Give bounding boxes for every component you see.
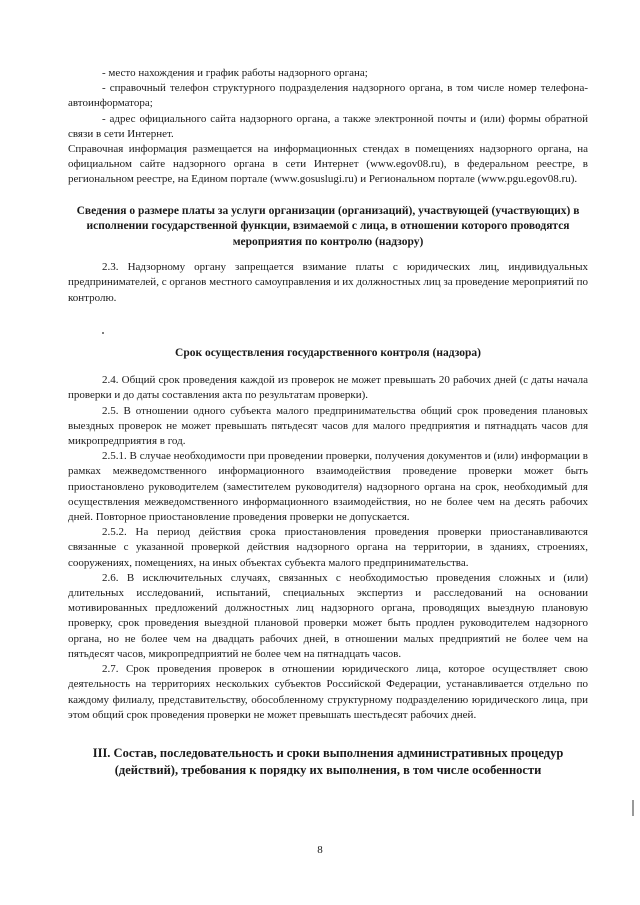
- list-item: - справочный телефон структурного подразделения надзорного органа, в том числе номер телефона-автоинформатора;: [68, 82, 588, 110]
- paragraph-2-5-2: 2.5.2. На период действия срока приостановления проведения проверки приостанавливаются связанные с указанной проверкой действия надзорного органа на территории, в зданиях, строениях, сооружениях, помещениях, на иных объектах субъекта малого предпринимательства.: [68, 526, 588, 569]
- section-heading-term: Срок осуществления государственного контроля (надзора): [175, 346, 481, 359]
- page-number: 8: [317, 844, 323, 856]
- paragraph-2-6: 2.6. В исключительных случаях, связанных с необходимостью проведения сложных и (или) длительных исследований, испытаний, специальных экспертиз и расследований на основании мотивированных предложений должностных лиц надзорного органа, проводящих выездную плановую проверку, срок проведения выездной плановой проверки может быть продлен руководителем надзорного органа, но не более чем на двадцать рабочих дней, в отношении малых предприятий не более чем на пятьдесят часов, микропредприятий не более чем на пятнадцать часов.: [68, 571, 588, 660]
- reference-paragraph: Справочная информация размещается на информационных стендах в помещениях надзорного органа, на официальном сайте надзорного органа в сети Интернет (www.egov08.ru), в федеральном реестре, в региональном реестре, на Едином портале (www.gosuslugi.ru) и Региональном портале (www.pgu.egov08.ru).: [68, 143, 588, 186]
- list-item: - адрес официального сайта надзорного органа, а также электронной почты и (или) формы обратной связи в сети Интернет.: [68, 112, 588, 140]
- intro-block: [68, 66, 588, 188]
- paragraph-2-7: 2.7. Срок проведения проверок в отношении юридического лица, которое осуществляет свою деятельность на территориях нескольких субъектов Российской Федерации, устанавливается отдельно по каждому филиалу, представительству, обособленному структурному подразделению юридического лица, при этом общий срок проведения проверки не может превышать шестьдесят рабочих дней.: [68, 663, 588, 721]
- scan-edge-mark: [632, 800, 634, 816]
- paragraph-2-5: 2.5. В отношении одного субъекта малого предпринимательства общий срок проведения плановых выездных проверок не может превышать пятьдесят часов для малого предприятия и пятнадцать часов для микропредприятия в год.: [68, 404, 588, 448]
- paragraph-2-4: 2.4. Общий срок проведения каждой из проверок не может превышать 20 рабочих дней (с даты начала проверки и до даты составления акта по результатам проверки).: [68, 374, 588, 402]
- paragraph-2-3: 2.3. Надзорному органу запрещается взимание платы с юридических лиц, индивидуальных предпринимателей, с органов местного самоуправления и их должностных лиц за проведение мероприятий по контролю.: [68, 261, 588, 304]
- list-item: - место нахождения и график работы надзорного органа;: [102, 67, 368, 79]
- section-heading-fee: Сведения о размере платы за услуги организации (организаций), участвующей (участвующих) в исполнении государственной функции, взимаемой с лица, в отношении которого проводятся мероприятия по контролю (надзору): [76, 204, 580, 248]
- paragraph-2-5-1: 2.5.1. В случае необходимости при проведении проверки, получения документов и (или) информации в рамках межведомственного информационного взаимодействия проведение проверки может быть приостановлено руководителем (заместителем руководителя) надзорного органа на срок, необходимый для осуществления межведомственного информационного взаимодействия, но не более чем на десять рабочих дней. Повторное приостановление проведения проверки не допускается.: [68, 450, 588, 524]
- scan-speck: [102, 332, 104, 334]
- section-heading-three: III. Состав, последовательность и сроки выполнения административных процедур (действий), требования к порядку их выполнения, в том числе особенности: [92, 745, 564, 777]
- term-paragraphs: [68, 373, 588, 723]
